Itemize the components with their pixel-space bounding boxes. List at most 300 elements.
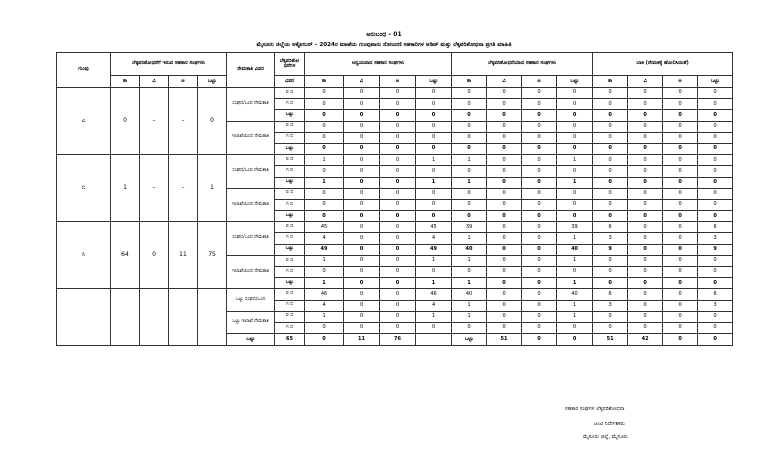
value-cell: 0 xyxy=(305,322,344,333)
existing-count-cell: 0 xyxy=(198,88,227,155)
value-cell: 0 xyxy=(487,289,522,300)
value-cell: 0 xyxy=(663,177,698,188)
sub-header: ಅ xyxy=(663,76,698,88)
value-cell: 0 xyxy=(593,155,628,166)
value-cell: 0 xyxy=(698,177,733,188)
value-cell: 0 xyxy=(416,110,452,121)
value-cell: 0 xyxy=(344,211,380,222)
value-cell: 0 xyxy=(487,322,522,333)
table-row xyxy=(57,88,733,99)
appointment-category-cell: ಸಂಘದ/ಒಂದ ನೇಮಕಾತಿ xyxy=(227,222,275,256)
value-cell: 0 xyxy=(522,278,557,289)
signature-line-2: ಜಂಟಿ ನಿರ್ದೇಶಕರು xyxy=(594,421,626,427)
group-header: ಗುಂಪು xyxy=(57,53,111,88)
value-cell: 0 xyxy=(487,88,522,99)
value-cell: 0 xyxy=(452,121,487,132)
grand-total-existing-cell: 11 xyxy=(344,334,380,346)
existing-count-cell: 1 xyxy=(111,155,140,222)
value-cell: 0 xyxy=(628,121,663,132)
value-cell: 0 xyxy=(380,311,416,322)
value-cell: 46 xyxy=(416,289,452,300)
appointment-category-cell: ಒಟ್ಟು ಸಂಘದ/ಒಂದ xyxy=(227,289,275,311)
detail-cell: ಒಟ್ಟು xyxy=(275,177,305,188)
value-cell: 0 xyxy=(344,143,380,154)
value-cell: 0 xyxy=(452,110,487,121)
value-cell: 0 xyxy=(380,222,416,233)
value-cell: 0 xyxy=(698,199,733,210)
value-cell: 4 xyxy=(305,233,344,244)
value-cell: 0 xyxy=(344,155,380,166)
value-cell: 1 xyxy=(305,278,344,289)
value-cell: 0 xyxy=(380,244,416,255)
value-cell: 0 xyxy=(452,88,487,99)
existing-count-cell: 0 xyxy=(111,88,140,155)
value-cell: 45 xyxy=(416,222,452,233)
value-cell: 1 xyxy=(557,177,593,188)
value-cell: 0 xyxy=(380,188,416,199)
value-cell: 0 xyxy=(663,143,698,154)
value-cell: 0 xyxy=(628,143,663,154)
group-cell xyxy=(57,289,111,346)
value-cell: 0 xyxy=(628,166,663,177)
existing-count-cell: – xyxy=(140,155,169,222)
value-cell: 0 xyxy=(452,99,487,110)
appointment-category-cell: ಇಲಾಖೆಯಿಂದ ನೇಮಕಾತಿ xyxy=(227,188,275,222)
value-cell: 0 xyxy=(380,255,416,266)
detail-cell: ಗ ದ xyxy=(275,300,305,311)
value-cell: 0 xyxy=(628,255,663,266)
existing-count-cell xyxy=(169,289,198,346)
value-cell: 1 xyxy=(416,255,452,266)
grand-total-value-cell: 0 xyxy=(557,334,593,346)
value-cell: 0 xyxy=(522,121,557,132)
value-cell: 0 xyxy=(522,166,557,177)
existing-count-cell: – xyxy=(140,88,169,155)
sub-header: ಒಟ್ಟು xyxy=(557,76,593,88)
value-cell: 1 xyxy=(452,233,487,244)
value-cell: 0 xyxy=(522,99,557,110)
value-cell: 0 xyxy=(593,211,628,222)
value-cell: 6 xyxy=(593,289,628,300)
existing-count-cell: 11 xyxy=(169,222,198,289)
grand-total-detail-cell: ಒಟ್ಟು xyxy=(452,334,487,346)
value-cell: 0 xyxy=(698,267,733,278)
value-cell: 0 xyxy=(487,166,522,177)
value-cell: 0 xyxy=(344,255,380,266)
value-cell: 0 xyxy=(557,88,593,99)
existing-count-cell: 64 xyxy=(111,222,140,289)
value-cell: 0 xyxy=(416,143,452,154)
value-cell: 0 xyxy=(380,211,416,222)
value-cell: 1 xyxy=(452,278,487,289)
value-cell: 0 xyxy=(522,322,557,333)
value-cell: 0 xyxy=(416,166,452,177)
sub-header: ಒಟ್ಟು xyxy=(198,76,227,88)
value-cell: 9 xyxy=(593,244,628,255)
value-cell: 3 xyxy=(698,233,733,244)
detail-cell: ಒಟ್ಟು xyxy=(275,110,305,121)
value-cell: 45 xyxy=(305,222,344,233)
value-cell: 0 xyxy=(522,143,557,154)
appointment-category-cell: ಇಲಾಖೆಯಿಂದ ನೇಮಕಾತಿ xyxy=(227,255,275,289)
value-cell: 0 xyxy=(487,222,522,233)
table-body xyxy=(57,88,733,346)
existing-count-cell: 0 xyxy=(140,222,169,289)
value-cell: 0 xyxy=(344,88,380,99)
value-cell: 3 xyxy=(698,300,733,311)
value-cell: 0 xyxy=(628,110,663,121)
value-cell: 0 xyxy=(487,311,522,322)
value-cell: 0 xyxy=(522,311,557,322)
value-cell: 0 xyxy=(487,211,522,222)
detail-cell: ಪ ದ xyxy=(275,311,305,322)
value-cell: 0 xyxy=(698,99,733,110)
value-cell: 0 xyxy=(487,110,522,121)
value-cell: 0 xyxy=(522,199,557,210)
detail-cell: ಪ ದ xyxy=(275,222,305,233)
sub-header: ಅ xyxy=(169,76,198,88)
value-cell: 40 xyxy=(557,289,593,300)
value-cell: 0 xyxy=(698,211,733,222)
grand-total-value-cell: 42 xyxy=(628,334,663,346)
value-cell: 0 xyxy=(628,322,663,333)
value-cell: 0 xyxy=(698,166,733,177)
value-cell: 0 xyxy=(487,300,522,311)
table-row xyxy=(57,289,733,300)
sub-header: ಕಾ xyxy=(111,76,140,88)
value-cell: 1 xyxy=(416,278,452,289)
value-cell: 0 xyxy=(593,188,628,199)
value-cell: 0 xyxy=(698,278,733,289)
value-cell: 0 xyxy=(628,188,663,199)
detail-cell: ಗ ದ xyxy=(275,132,305,143)
value-cell: 0 xyxy=(663,199,698,210)
value-cell: 0 xyxy=(380,143,416,154)
annex-label: ಅನುಬಂಧ – 01 xyxy=(366,31,402,38)
value-cell: 0 xyxy=(452,211,487,222)
value-cell: 0 xyxy=(344,177,380,188)
value-cell: 49 xyxy=(416,244,452,255)
grand-total-value-cell: 0 xyxy=(698,334,733,346)
value-cell: 0 xyxy=(593,255,628,266)
value-cell: 0 xyxy=(416,188,452,199)
value-cell: 0 xyxy=(663,311,698,322)
value-cell: 0 xyxy=(522,255,557,266)
value-cell: 40 xyxy=(452,244,487,255)
value-cell: 0 xyxy=(698,143,733,154)
value-cell: 0 xyxy=(380,267,416,278)
value-cell: 1 xyxy=(452,255,487,266)
value-cell: 0 xyxy=(380,177,416,188)
value-cell: 1 xyxy=(452,177,487,188)
value-cell: 0 xyxy=(557,211,593,222)
value-cell: 0 xyxy=(593,322,628,333)
sub-header: ಒಟ್ಟು xyxy=(698,76,733,88)
value-cell: 1 xyxy=(305,177,344,188)
table-row xyxy=(57,222,733,233)
sub-header: ವಿ xyxy=(628,76,663,88)
value-cell: 0 xyxy=(557,199,593,210)
value-cell: 0 xyxy=(344,278,380,289)
value-cell: 9 xyxy=(698,244,733,255)
value-cell: 0 xyxy=(522,177,557,188)
group-cell: ಎ xyxy=(57,88,111,155)
value-cell: 0 xyxy=(380,322,416,333)
value-cell: 0 xyxy=(487,143,522,154)
value-cell: 0 xyxy=(628,267,663,278)
value-cell: 0 xyxy=(416,88,452,99)
value-cell: 1 xyxy=(305,311,344,322)
value-cell: 0 xyxy=(557,121,593,132)
value-cell: 0 xyxy=(416,267,452,278)
value-cell: 0 xyxy=(487,121,522,132)
value-cell: 0 xyxy=(628,99,663,110)
value-cell: 0 xyxy=(344,267,380,278)
value-cell: 0 xyxy=(522,132,557,143)
value-cell: 0 xyxy=(522,267,557,278)
value-cell: 0 xyxy=(305,166,344,177)
detail-cell: ಗ ದ xyxy=(275,166,305,177)
value-cell: 0 xyxy=(663,244,698,255)
value-cell: 1 xyxy=(557,278,593,289)
value-cell: 0 xyxy=(698,88,733,99)
value-cell: 0 xyxy=(663,188,698,199)
value-cell: 0 xyxy=(628,222,663,233)
detail-cell: ಪ ದ xyxy=(275,121,305,132)
value-cell: 0 xyxy=(557,132,593,143)
value-cell: 0 xyxy=(663,300,698,311)
value-cell: 1 xyxy=(452,300,487,311)
value-cell: 0 xyxy=(663,88,698,99)
value-cell: 0 xyxy=(698,132,733,143)
appointment-category-cell: ಸಂಘದ/ಒಂದ ನೇಮಕಾತಿ xyxy=(227,88,275,122)
sub-header: ಕಾ xyxy=(452,76,487,88)
value-cell: 0 xyxy=(380,199,416,210)
detail-cell: ಗ ದ xyxy=(275,99,305,110)
existing-count-cell: 75 xyxy=(198,222,227,289)
value-cell: 0 xyxy=(593,267,628,278)
value-cell: 0 xyxy=(305,88,344,99)
value-cell: 0 xyxy=(380,233,416,244)
value-cell: 0 xyxy=(628,211,663,222)
value-cell: 0 xyxy=(344,322,380,333)
value-cell: 1 xyxy=(452,155,487,166)
value-cell: 0 xyxy=(628,155,663,166)
appointment-category-cell: ಒಟ್ಟು ಇಲಾಖೆ ನೇಮಕಾತಿ xyxy=(227,311,275,333)
value-cell: 0 xyxy=(487,267,522,278)
value-cell: 0 xyxy=(487,155,522,166)
value-cell: 0 xyxy=(698,110,733,121)
existing-count-cell xyxy=(198,289,227,346)
value-cell: 0 xyxy=(380,155,416,166)
value-cell: 0 xyxy=(380,300,416,311)
sub-header: ವಿ xyxy=(344,76,380,88)
value-cell: 0 xyxy=(663,255,698,266)
value-cell: 0 xyxy=(663,121,698,132)
value-cell: 0 xyxy=(663,267,698,278)
value-cell: 0 xyxy=(628,199,663,210)
group-cell: ಬಿ xyxy=(57,155,111,222)
value-cell: 0 xyxy=(416,199,452,210)
value-cell: 0 xyxy=(452,322,487,333)
value-cell: 0 xyxy=(452,166,487,177)
allotted-header: ಅನ್ವಯವಾದ ಸಹಕಾರ ಸಂಘಗಳು xyxy=(305,53,452,76)
value-cell: 0 xyxy=(663,132,698,143)
value-cell: 0 xyxy=(487,233,522,244)
value-cell: 0 xyxy=(628,278,663,289)
value-cell: 0 xyxy=(557,166,593,177)
value-cell: 0 xyxy=(487,177,522,188)
existing-count-cell: – xyxy=(169,155,198,222)
value-cell: 0 xyxy=(344,311,380,322)
value-cell: 0 xyxy=(663,211,698,222)
existing-count-cell xyxy=(111,289,140,346)
sub-header: ಕಾ xyxy=(593,76,628,88)
value-cell: 3 xyxy=(593,300,628,311)
value-cell: 0 xyxy=(305,188,344,199)
value-cell: 0 xyxy=(663,99,698,110)
value-cell: 39 xyxy=(452,222,487,233)
value-cell: 0 xyxy=(522,88,557,99)
sub-header: ವಿ xyxy=(140,76,169,88)
value-cell: 0 xyxy=(487,244,522,255)
existing-count-cell: 1 xyxy=(198,155,227,222)
value-cell: 4 xyxy=(416,300,452,311)
value-cell: 1 xyxy=(557,233,593,244)
value-cell: 0 xyxy=(557,99,593,110)
detail-cell: ಪ ದ xyxy=(275,88,305,99)
value-cell: 0 xyxy=(344,289,380,300)
value-cell: 6 xyxy=(698,222,733,233)
value-cell: 0 xyxy=(416,322,452,333)
value-cell: 0 xyxy=(593,166,628,177)
value-cell: 0 xyxy=(380,88,416,99)
value-cell: 0 xyxy=(663,233,698,244)
value-cell: 0 xyxy=(344,110,380,121)
value-cell: 0 xyxy=(698,188,733,199)
value-cell: 0 xyxy=(557,267,593,278)
value-cell: 0 xyxy=(344,233,380,244)
value-cell: 0 xyxy=(452,199,487,210)
value-cell: 0 xyxy=(593,143,628,154)
existing-count-cell: – xyxy=(169,88,198,155)
grand-total-existing-cell: 65 xyxy=(275,334,305,346)
value-cell: 1 xyxy=(557,311,593,322)
value-cell: 0 xyxy=(593,88,628,99)
value-cell: 0 xyxy=(305,99,344,110)
value-cell: 0 xyxy=(522,244,557,255)
value-cell: 0 xyxy=(593,199,628,210)
value-cell: 1 xyxy=(305,155,344,166)
detail-cell: ಒಟ್ಟು xyxy=(275,244,305,255)
value-cell: 49 xyxy=(305,244,344,255)
value-cell: 0 xyxy=(628,177,663,188)
grand-total-value-cell: 51 xyxy=(487,334,522,346)
value-cell: 39 xyxy=(557,222,593,233)
value-cell: 0 xyxy=(380,289,416,300)
value-cell: 0 xyxy=(593,110,628,121)
value-cell: 0 xyxy=(487,99,522,110)
value-cell: 0 xyxy=(628,300,663,311)
existing-count-cell xyxy=(140,289,169,346)
sub-header: ಅ xyxy=(380,76,416,88)
value-cell: 0 xyxy=(344,300,380,311)
value-cell: 0 xyxy=(452,188,487,199)
value-cell: 1 xyxy=(557,300,593,311)
value-cell: 0 xyxy=(522,233,557,244)
value-cell: 0 xyxy=(698,322,733,333)
value-cell: 0 xyxy=(416,211,452,222)
appointment-category-cell: ಇಲಾಖೆಯಿಂದ ನೇಮಕಾತಿ xyxy=(227,121,275,155)
pending-header: ಬಾಕಿ (ನೇಮಕಕ್ಕೆ ಹೋಲಿಸಿದಂತೆ) xyxy=(593,53,733,76)
value-cell: 0 xyxy=(522,289,557,300)
value-cell: 0 xyxy=(593,121,628,132)
value-cell: 0 xyxy=(305,121,344,132)
value-cell: 0 xyxy=(628,233,663,244)
value-cell: 0 xyxy=(628,311,663,322)
value-cell: 0 xyxy=(344,99,380,110)
value-cell: 0 xyxy=(557,322,593,333)
grand-total-blank xyxy=(416,334,452,346)
value-cell: 0 xyxy=(452,132,487,143)
detail-cell: ಒಟ್ಟು xyxy=(275,211,305,222)
value-cell: 1 xyxy=(557,155,593,166)
value-cell: 0 xyxy=(305,110,344,121)
value-cell: 0 xyxy=(344,132,380,143)
value-cell: 0 xyxy=(380,132,416,143)
group-cell: ಸಿ xyxy=(57,222,111,289)
value-cell: 0 xyxy=(698,121,733,132)
detail-cell: ಪ ದ xyxy=(275,155,305,166)
value-cell: 0 xyxy=(522,110,557,121)
value-cell: 0 xyxy=(663,166,698,177)
value-cell: 0 xyxy=(522,300,557,311)
grand-total-value-cell: 0 xyxy=(522,334,557,346)
value-cell: 0 xyxy=(344,166,380,177)
value-cell: 4 xyxy=(305,300,344,311)
value-cell: 0 xyxy=(305,267,344,278)
value-cell: 0 xyxy=(628,289,663,300)
value-cell: 0 xyxy=(380,278,416,289)
detail-cell: ಗ ದ xyxy=(275,267,305,278)
sub-header: ಕಾ xyxy=(305,76,344,88)
value-cell: 0 xyxy=(593,99,628,110)
value-cell: 6 xyxy=(698,289,733,300)
value-cell: 0 xyxy=(305,132,344,143)
audit-header: ಲೆಕ್ಕಪರಿಶೋ ಧನೆಗಳ xyxy=(275,53,305,76)
existing-header: ಲೆಕ್ಕಪರಿಶೋಧನೆಗೆ ಇರುವ ಸಹಕಾರ ಸಂಘಗಳು xyxy=(111,53,227,76)
value-cell: 0 xyxy=(344,188,380,199)
value-cell: 6 xyxy=(593,222,628,233)
sub-header: ಅ xyxy=(522,76,557,88)
detail-cell: ಪ ದ xyxy=(275,255,305,266)
value-cell: 0 xyxy=(663,222,698,233)
value-cell: 0 xyxy=(698,255,733,266)
sub-header: ಒಟ್ಟು xyxy=(416,76,452,88)
value-cell: 0 xyxy=(380,110,416,121)
value-cell: 0 xyxy=(557,143,593,154)
table-row xyxy=(57,155,733,166)
detail-cell: ಪ ದ xyxy=(275,188,305,199)
value-cell: 1 xyxy=(416,177,452,188)
value-cell: 0 xyxy=(416,121,452,132)
value-cell: 1 xyxy=(305,255,344,266)
progress-table xyxy=(56,52,733,346)
value-cell: 0 xyxy=(557,188,593,199)
detail-header: ವಿವರ xyxy=(275,76,305,88)
value-cell: 0 xyxy=(305,143,344,154)
grand-total-value-cell: 0 xyxy=(663,334,698,346)
